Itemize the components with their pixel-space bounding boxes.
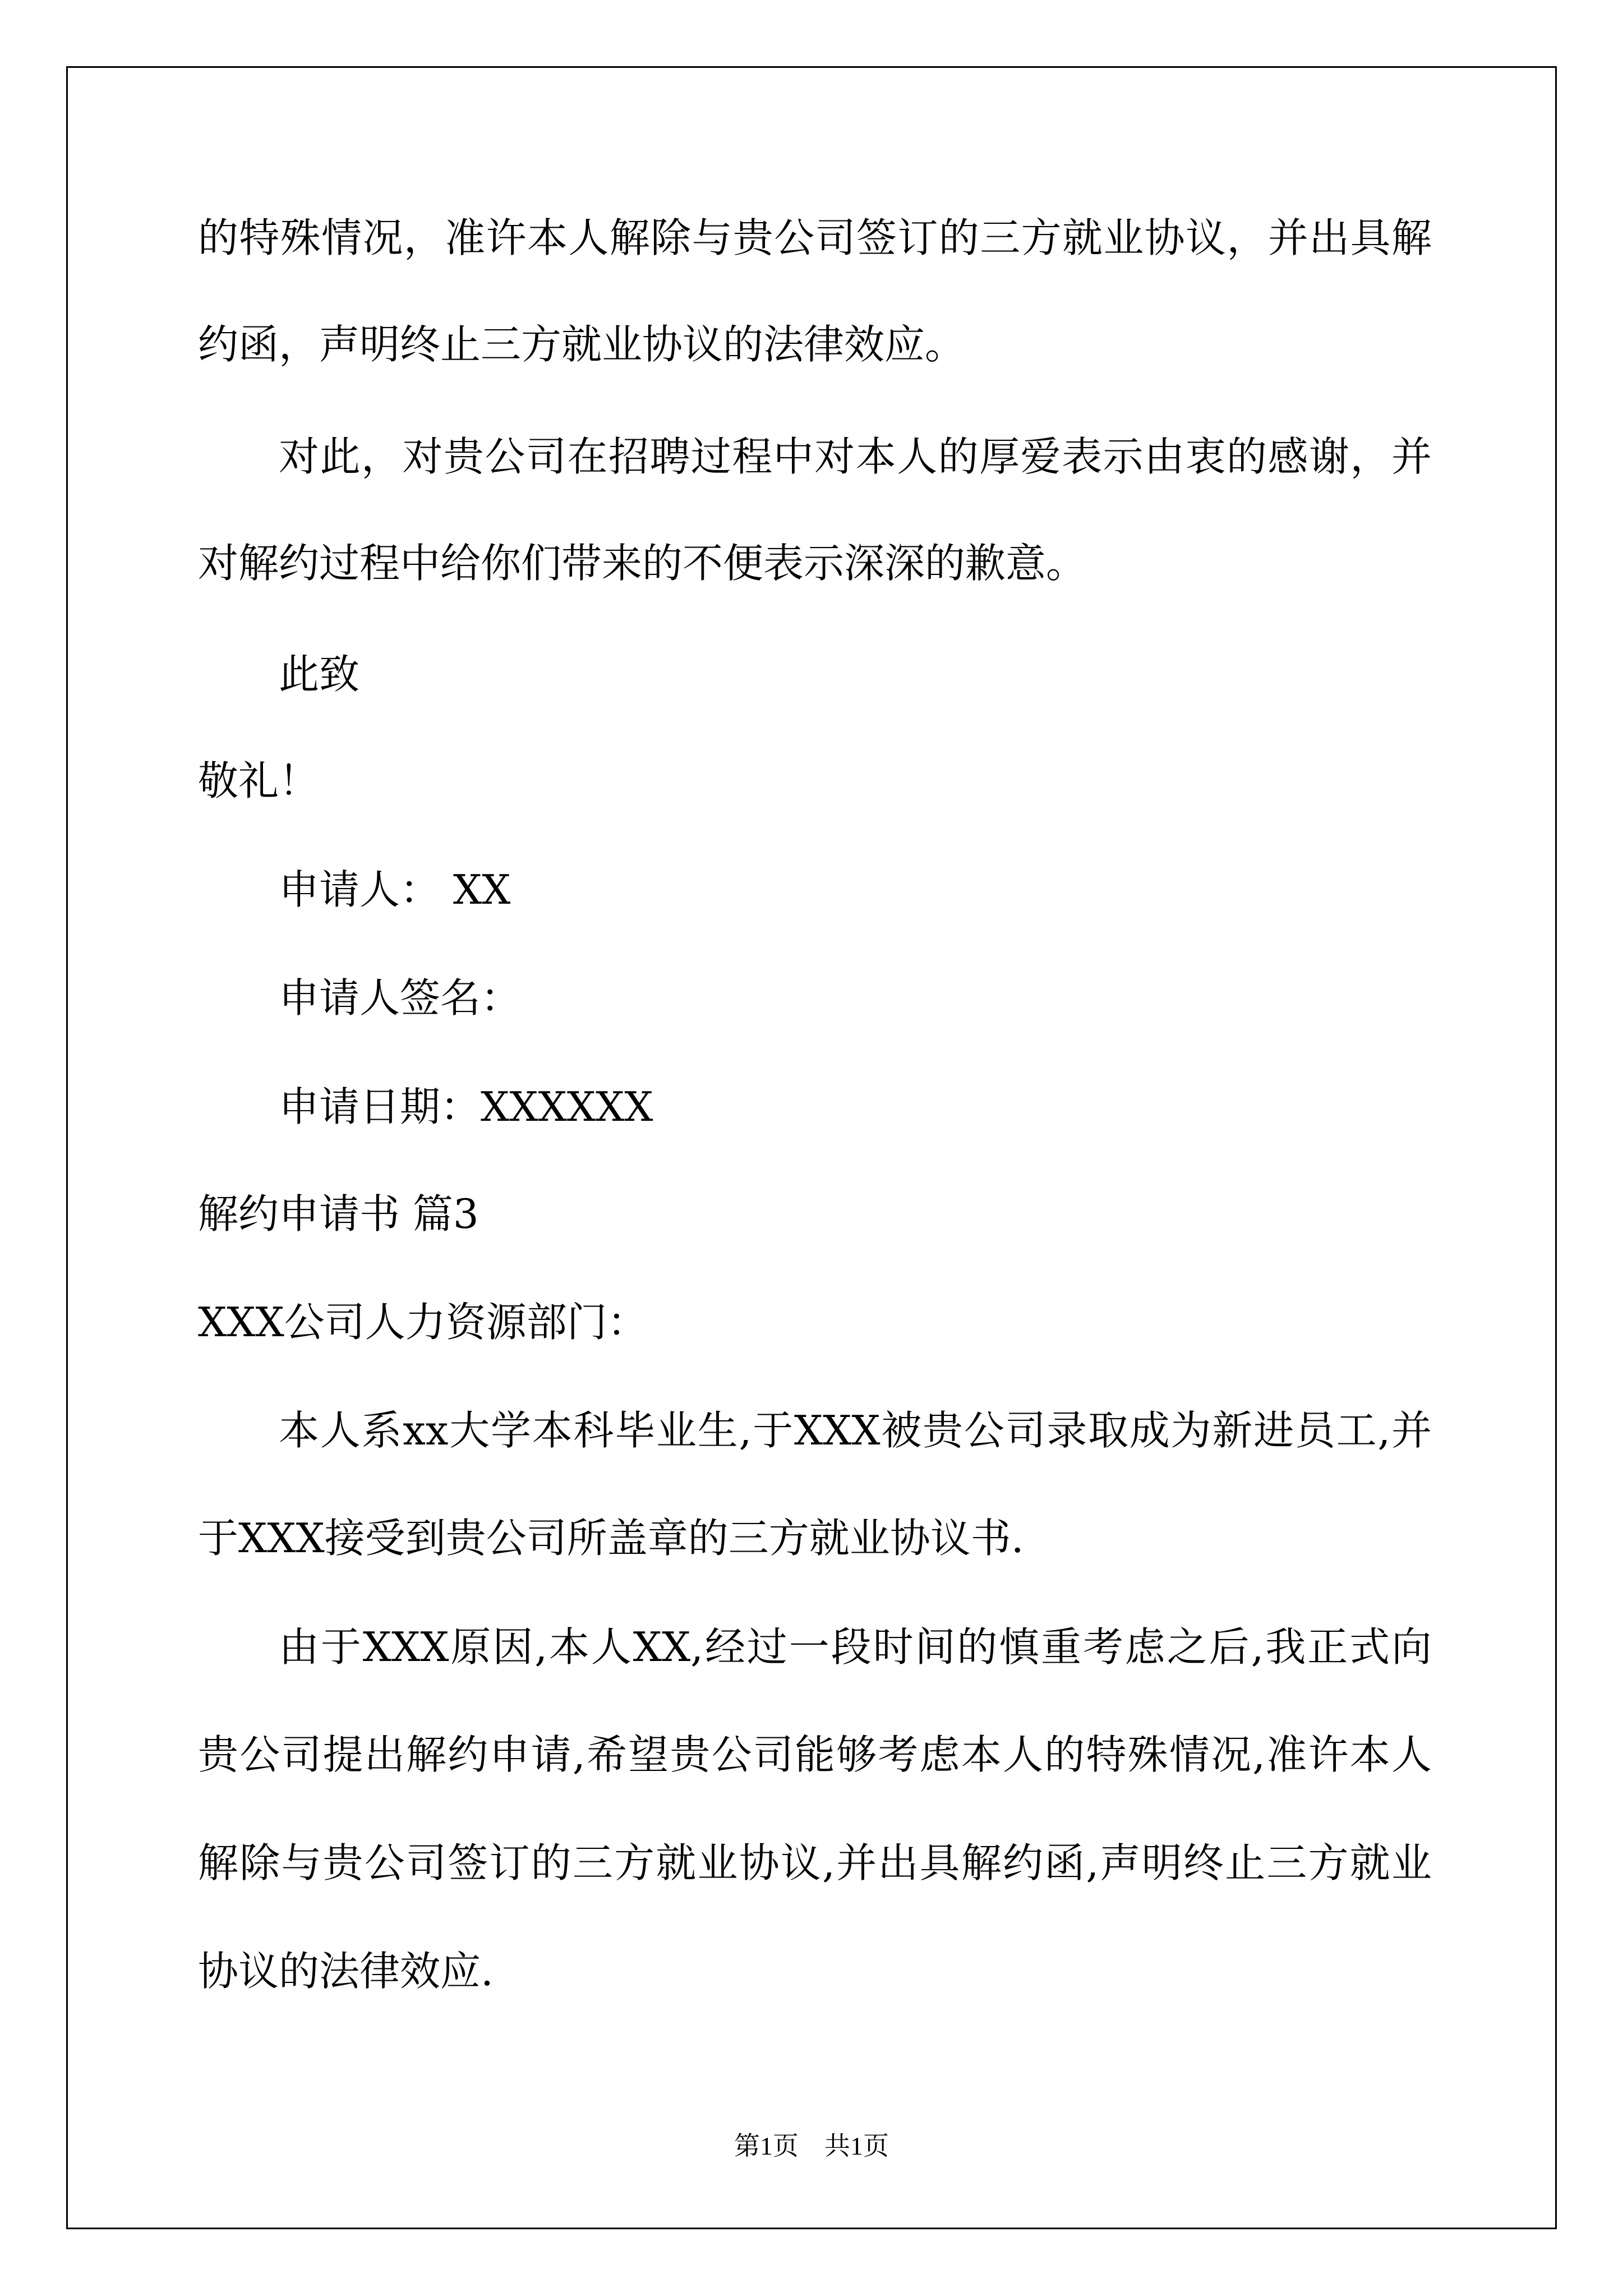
section-title: 解约申请书 篇3: [198, 1190, 479, 1237]
text-line-3: 对此，对贵公司在招聘过程中对本人的厚爱表示由衷的感谢，并: [279, 433, 1432, 480]
applicant-line: 申请人： XX: [279, 866, 511, 913]
text-line-17: 协议的法律效应.: [198, 1948, 494, 1995]
page-border: [66, 66, 1557, 2229]
text-line-1: 的特殊情况，准许本人解除与贵公司签订的三方就业协议，并出具解: [198, 214, 1432, 261]
text-line-13: 于XXX接受到贵公司所盖章的三方就业协议书.: [198, 1515, 1024, 1562]
text-line-12: 本人系xx大学本科毕业生,于XXX被贵公司录取成为新进员工,并: [279, 1407, 1432, 1454]
text-line-2: 约函，声明终止三方就业协议的法律效应。: [198, 321, 966, 368]
text-line-4: 对解约过程中给你们带来的不便表示深深的歉意。: [198, 540, 1087, 587]
closing-salutation: 此致: [279, 651, 360, 698]
text-line-15: 贵公司提出解约申请,希望贵公司能够考虑本人的特殊情况,准许本人: [198, 1731, 1432, 1778]
page-footer: 第1页 共1页: [734, 2132, 889, 2160]
recipient-line: XXX公司人力资源部门：: [198, 1299, 648, 1346]
text-line-14: 由于XXX原因,本人XX,经过一段时间的慎重考虑之后,我正式向: [279, 1623, 1432, 1671]
application-date-line: 申请日期：XXXXXX: [279, 1083, 653, 1130]
text-line-16: 解除与贵公司签订的三方就业协议,并出具解约函,声明终止三方就业: [198, 1839, 1432, 1887]
applicant-signature-line: 申请人签名：: [279, 974, 522, 1022]
closing-regards: 敬礼！: [198, 757, 320, 804]
